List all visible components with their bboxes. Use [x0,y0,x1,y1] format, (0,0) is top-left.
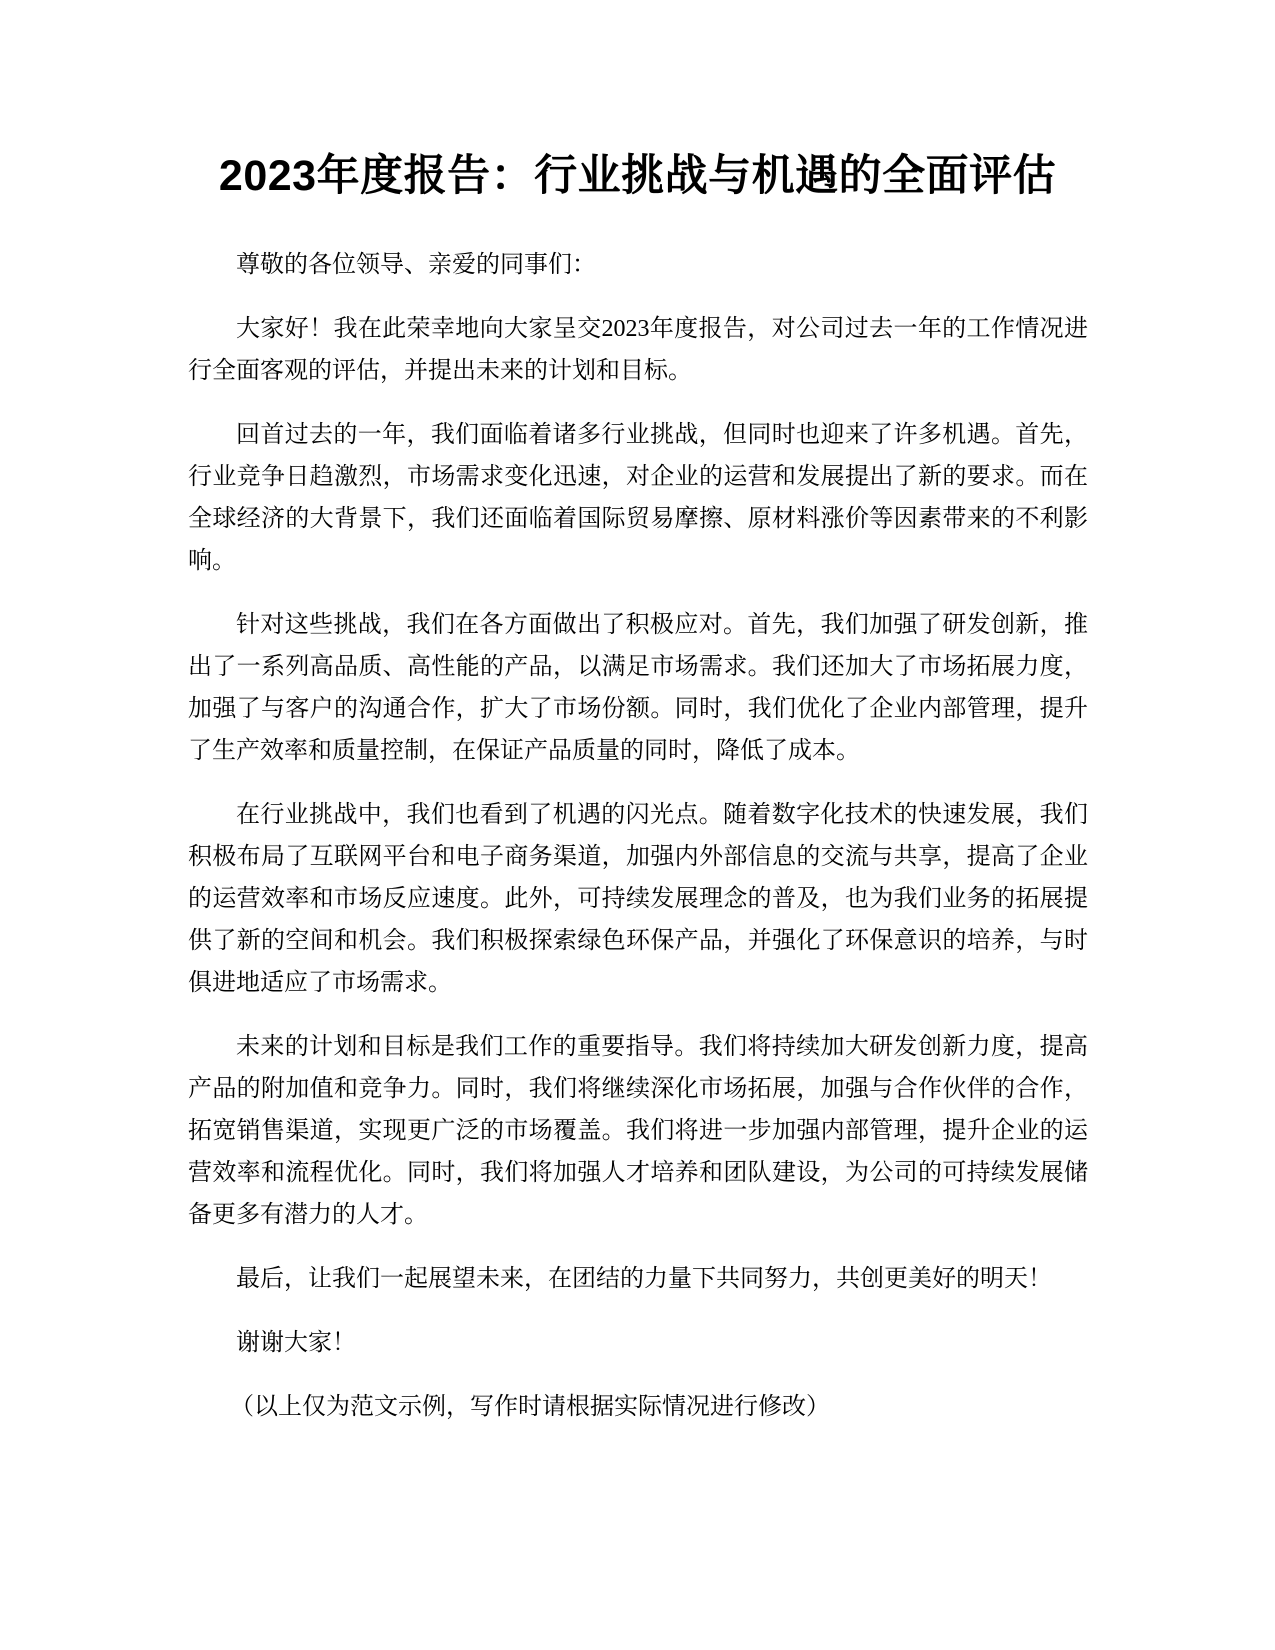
paragraph-intro: 大家好！我在此荣幸地向大家呈交2023年度报告，对公司过去一年的工作情况进行全面客观的评估，并提出未来的计划和目标。 [188,316,1088,384]
closing-thanks: 谢谢大家！ [236,1330,356,1356]
paragraph-opportunities: 在行业挑战中，我们也看到了机遇的闪光点。随着数字化技术的快速发展，我们积极布局了互联网平台和电子商务渠道，加强内外部信息的交流与共享，提高了企业的运营效率和市场反应速度。此外，可持续发展理念的普及，也为我们业务的拓展提供了新的空间和机会。我们积极探索绿色环保产品，并强化了环保意识的培养，与时俱进地适应了市场需求。 [188,802,1088,996]
document-title: 2023年度报告：行业挑战与机遇的全面评估 [218,152,1057,200]
template-note: （以上仅为范文示例，写作时请根据实际情况进行修改） [230,1394,830,1420]
paragraph-responses: 针对这些挑战，我们在各方面做出了积极应对。首先，我们加强了研发创新，推出了一系列高品质、高性能的产品，以满足市场需求。我们还加大了市场拓展力度，加强了与客户的沟通合作，扩大了市场份额。同时，我们优化了企业内部管理，提升了生产效率和质量控制，在保证产品质量的同时，降低了成本。 [188,612,1088,764]
paragraph-conclusion: 最后，让我们一起展望未来，在团结的力量下共同努力，共创更美好的明天！ [236,1266,1052,1292]
greeting: 尊敬的各位领导、亲爱的同事们： [236,252,596,278]
paragraph-challenges: 回首过去的一年，我们面临着诸多行业挑战，但同时也迎来了许多机遇。首先，行业竞争日趋激烈，市场需求变化迅速，对企业的运营和发展提出了新的要求。而在全球经济的大背景下，我们还面临着国际贸易摩擦、原材料涨价等因素带来的不利影响。 [188,422,1088,574]
document-body [188,244,1088,1450]
paragraph-future-plans: 未来的计划和目标是我们工作的重要指导。我们将持续加大研发创新力度，提高产品的附加值和竞争力。同时，我们将继续深化市场拓展，加强与合作伙伴的合作，拓宽销售渠道，实现更广泛的市场覆盖。我们将进一步加强内部管理，提升企业的运营效率和流程优化。同时，我们将加强人才培养和团队建设，为公司的可持续发展储备更多有潜力的人才。 [188,1034,1088,1228]
